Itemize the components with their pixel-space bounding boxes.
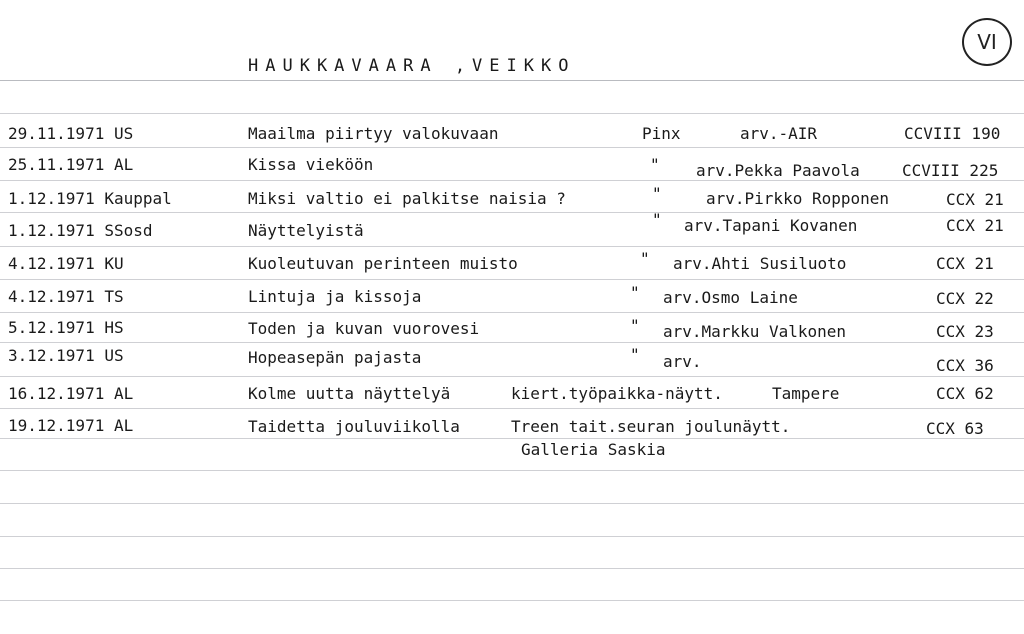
rule-line [0, 212, 1024, 213]
entry-reviewer: arv.Ahti Susiluoto [673, 254, 847, 273]
rule-line [0, 408, 1024, 409]
entry-code: CCVIII 190 [904, 124, 1001, 143]
entry-source: " [650, 155, 660, 174]
entry-date: 1.12.1971 Kauppal [8, 189, 172, 208]
entry-date: 1.12.1971 SSosd [8, 221, 153, 240]
entry-title: Taidetta jouluviikolla [248, 417, 460, 436]
entry-date: 3.12.1971 US [8, 346, 124, 365]
entry-date: 4.12.1971 TS [8, 287, 124, 306]
entry-title: Miksi valtio ei palkitse naisia ? [248, 189, 566, 208]
rule-line [0, 568, 1024, 569]
entry-date: 16.12.1971 AL [8, 384, 134, 403]
entry-title: Näyttelyistä [248, 221, 364, 240]
rule-line [0, 147, 1024, 148]
entry-code: CCX 21 [936, 254, 994, 273]
entry-source: Treen tait.seuran joulunäytt. [511, 417, 791, 436]
entry-title: Toden ja kuvan vuorovesi [248, 319, 480, 338]
entry-date: 5.12.1971 HS [8, 318, 124, 337]
entry-code: CCX 21 [946, 190, 1004, 209]
entry-date: 4.12.1971 KU [8, 254, 124, 273]
rule-line [0, 312, 1024, 313]
entry-code: CCX 62 [936, 384, 994, 403]
entry-reviewer: arv.Markku Valkonen [663, 322, 847, 341]
rule-line [0, 600, 1024, 601]
entry-source: " [630, 316, 640, 335]
entry-reviewer: arv.-AIR [740, 124, 818, 143]
entry-date: 19.12.1971 AL [8, 416, 134, 435]
entry-title: Kolme uutta näyttelyä [248, 384, 451, 403]
rule-line [0, 438, 1024, 439]
entry-code: CCX 36 [936, 356, 994, 375]
header-rule [0, 80, 1024, 81]
entry-code: CCX 21 [946, 216, 1004, 235]
entry-title: Kuoleutuvan perinteen muisto [248, 254, 518, 273]
entry-source: " [640, 249, 650, 268]
entry-code: CCX 63 [926, 419, 984, 438]
rule-line [0, 113, 1024, 114]
entry-date: 25.11.1971 AL [8, 155, 134, 174]
entry-code: CCVIII 225 [902, 161, 999, 180]
rule-line [0, 279, 1024, 280]
rule-line [0, 342, 1024, 343]
entry-title: Kissa vieköön [248, 155, 374, 174]
entry-source: " [652, 184, 662, 203]
entry-title: Maailma piirtyy valokuvaan [248, 124, 499, 143]
entry-source: Pinx [642, 124, 681, 143]
rule-line [0, 536, 1024, 537]
rule-line [0, 180, 1024, 181]
rule-line [0, 470, 1024, 471]
rule-line [0, 503, 1024, 504]
entry-source: kiert.työpaikka-näytt. [511, 384, 723, 403]
entry-reviewer: arv.Pekka Paavola [696, 161, 860, 180]
entry-source: " [630, 283, 640, 302]
entry-reviewer: arv.Osmo Laine [663, 288, 798, 307]
rule-line [0, 376, 1024, 377]
entry-code: CCX 22 [936, 289, 994, 308]
entry-date: 29.11.1971 US [8, 124, 134, 143]
card-number-stamp: VI [962, 18, 1012, 66]
entry-code: CCX 23 [936, 322, 994, 341]
entry-reviewer: arv.Pirkko Ropponen [706, 189, 890, 208]
entry-title: Lintuja ja kissoja [248, 287, 422, 306]
card-title: HAUKKAVAARA ,VEIKKO [248, 56, 576, 76]
entry-reviewer: Tampere [772, 384, 840, 403]
entry-source: " [630, 345, 640, 364]
entry-source: " [652, 210, 662, 229]
entry-reviewer: arv. [663, 352, 702, 371]
entry-title: Hopeasepän pajasta [248, 348, 422, 367]
rule-line [0, 246, 1024, 247]
entry-continuation: Galleria Saskia [521, 440, 666, 459]
entry-reviewer: arv.Tapani Kovanen [684, 216, 858, 235]
